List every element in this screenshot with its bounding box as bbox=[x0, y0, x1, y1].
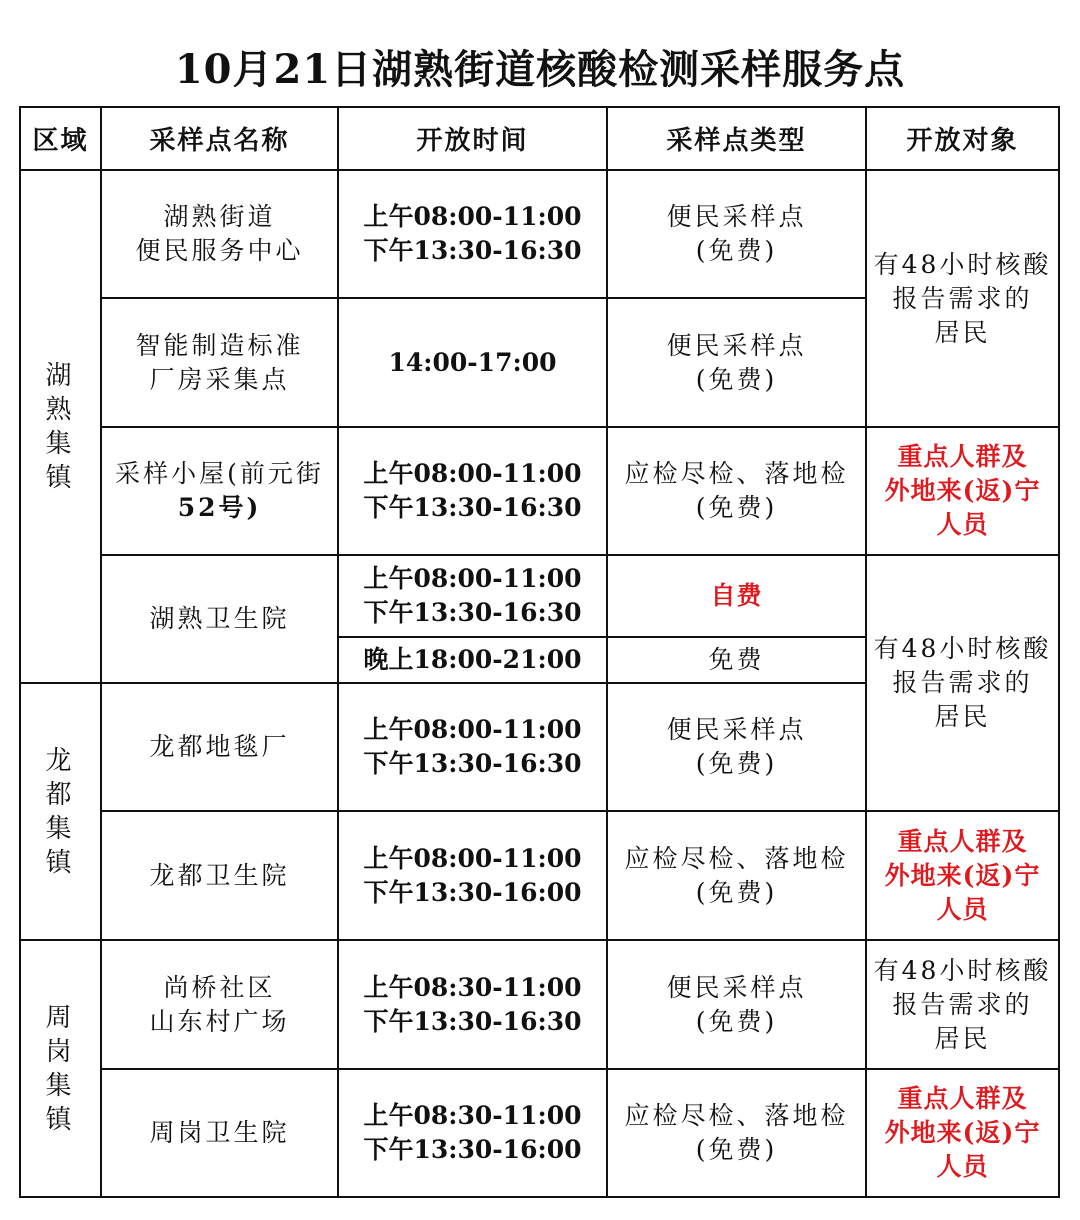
time-line: 下午13:30-16:00 bbox=[363, 1135, 582, 1164]
audience-line: 人员 bbox=[936, 510, 989, 539]
time-line: 上午08:00-11:00 bbox=[363, 202, 582, 231]
site-name-cell bbox=[101, 811, 338, 940]
audience-line: 外地来(返)宁 bbox=[884, 860, 1041, 890]
audience-line: 报告需求的 bbox=[892, 668, 1033, 697]
table-row bbox=[20, 170, 1059, 298]
type-line: 免费 bbox=[708, 645, 765, 674]
site-name-line: 厂房采集点 bbox=[149, 364, 290, 394]
open-time-cell bbox=[338, 170, 607, 298]
header-region: 区域 bbox=[20, 107, 101, 170]
site-type-cell bbox=[607, 1069, 866, 1197]
time-line: 下午13:30-16:30 bbox=[363, 1006, 582, 1036]
audience-line: 报告需求的 bbox=[892, 283, 1033, 313]
site-type-cell bbox=[607, 637, 866, 683]
region-label: 龙都集镇 bbox=[45, 745, 76, 878]
open-time-cell bbox=[338, 555, 607, 637]
audience-line: 外地来(返)宁 bbox=[884, 1118, 1041, 1147]
site-type-cell bbox=[607, 683, 866, 811]
sampling-points-table bbox=[19, 106, 1060, 1198]
type-line: 应检尽检、落地检 bbox=[624, 459, 849, 488]
region-cell bbox=[20, 170, 101, 683]
table-row bbox=[20, 1069, 1059, 1197]
type-line: 便民采样点 bbox=[666, 972, 807, 1002]
type-line: 应检尽检、落地检 bbox=[624, 1101, 849, 1130]
header-site-type: 采样点类型 bbox=[607, 107, 866, 170]
site-name-line: 智能制造标准 bbox=[135, 330, 304, 360]
table-row bbox=[20, 811, 1059, 940]
audience-cell bbox=[866, 170, 1059, 427]
time-line: 下午13:30-16:30 bbox=[363, 493, 582, 522]
table-row bbox=[20, 427, 1059, 555]
site-name-cell bbox=[101, 170, 338, 298]
header-site-name: 采样点名称 bbox=[101, 107, 338, 170]
type-line: (免费) bbox=[695, 1135, 778, 1164]
audience-line: 有48小时核酸 bbox=[873, 955, 1052, 985]
site-name-cell bbox=[101, 555, 338, 683]
type-line: (免费) bbox=[695, 749, 778, 778]
open-time-cell bbox=[338, 940, 607, 1069]
audience-line: 有48小时核酸 bbox=[873, 249, 1052, 279]
site-type-cell bbox=[607, 811, 866, 940]
type-line: (免费) bbox=[695, 493, 778, 522]
header-row bbox=[20, 107, 1059, 170]
open-time-cell bbox=[338, 683, 607, 811]
time-line: 上午08:00-11:00 bbox=[363, 564, 582, 593]
audience-cell bbox=[866, 555, 1059, 811]
time-line: 上午08:30-11:00 bbox=[363, 1101, 582, 1130]
open-time-cell bbox=[338, 811, 607, 940]
audience-cell bbox=[866, 1069, 1059, 1197]
audience-line: 居民 bbox=[934, 1023, 991, 1053]
region-label: 湖熟集镇 bbox=[45, 360, 76, 493]
time-line: 上午08:30-11:00 bbox=[363, 972, 582, 1002]
page-title: 10月21日湖熟街道核酸检测采样服务点 bbox=[174, 46, 906, 93]
audience-line: 有48小时核酸 bbox=[873, 634, 1052, 663]
site-name-cell bbox=[101, 683, 338, 811]
audience-line: 重点人群及 bbox=[897, 826, 1028, 856]
audience-line: 报告需求的 bbox=[892, 989, 1033, 1019]
site-name-line: 采样小屋(前元街 bbox=[115, 459, 324, 488]
site-name-line: 龙都地毯厂 bbox=[149, 732, 290, 761]
audience-line: 居民 bbox=[934, 702, 991, 731]
time-line: 上午08:00-11:00 bbox=[363, 459, 582, 488]
time-line: 上午08:00-11:00 bbox=[363, 715, 582, 744]
type-line: (免费) bbox=[695, 364, 778, 394]
region-label: 周岗集镇 bbox=[45, 1002, 76, 1135]
audience-line: 重点人群及 bbox=[897, 1084, 1028, 1113]
site-name-line: 尚桥社区 bbox=[163, 972, 276, 1002]
time-line: 下午13:30-16:30 bbox=[363, 236, 582, 265]
region-cell bbox=[20, 940, 101, 1197]
type-line: 便民采样点 bbox=[666, 715, 807, 744]
type-line: (免费) bbox=[695, 1006, 778, 1036]
audience-line: 重点人群及 bbox=[897, 442, 1028, 471]
audience-cell bbox=[866, 811, 1059, 940]
site-name-line: 山东村广场 bbox=[149, 1006, 290, 1036]
audience-cell bbox=[866, 940, 1059, 1069]
open-time-cell bbox=[338, 637, 607, 683]
time-line: 下午13:30-16:30 bbox=[363, 749, 582, 778]
open-time-cell bbox=[338, 298, 607, 427]
open-time-cell bbox=[338, 1069, 607, 1197]
audience-line: 人员 bbox=[936, 894, 989, 924]
audience-line: 居民 bbox=[934, 317, 991, 347]
site-type-cell bbox=[607, 427, 866, 555]
region-cell bbox=[20, 683, 101, 940]
type-line: 便民采样点 bbox=[666, 202, 807, 231]
site-name-line: 龙都卫生院 bbox=[149, 860, 290, 890]
audience-line: 人员 bbox=[936, 1152, 989, 1181]
audience-cell bbox=[866, 427, 1059, 555]
type-line: 应检尽检、落地检 bbox=[624, 843, 849, 873]
site-name-cell bbox=[101, 1069, 338, 1197]
header-audience: 开放对象 bbox=[866, 107, 1059, 170]
site-type-cell bbox=[607, 940, 866, 1069]
table-row bbox=[20, 940, 1059, 1069]
site-name-line: 周岗卫生院 bbox=[149, 1118, 290, 1147]
type-line: (免费) bbox=[695, 236, 778, 265]
type-line: (免费) bbox=[695, 877, 778, 907]
site-type-cell bbox=[607, 170, 866, 298]
time-line: 上午08:00-11:00 bbox=[363, 843, 582, 873]
site-name-cell bbox=[101, 940, 338, 1069]
audience-line: 外地来(返)宁 bbox=[884, 476, 1041, 505]
header-open-time: 开放时间 bbox=[338, 107, 607, 170]
site-name-cell bbox=[101, 298, 338, 427]
open-time-cell bbox=[338, 427, 607, 555]
type-line: 便民采样点 bbox=[666, 330, 807, 360]
site-name-line: 湖熟卫生院 bbox=[149, 604, 290, 633]
table-row bbox=[20, 555, 1059, 637]
time-line: 下午13:30-16:00 bbox=[363, 877, 582, 907]
site-name-line: 52号) bbox=[177, 493, 262, 522]
site-type-cell bbox=[607, 298, 866, 427]
site-name-cell bbox=[101, 427, 338, 555]
site-name-line: 便民服务中心 bbox=[135, 236, 304, 265]
type-line: 自费 bbox=[710, 581, 763, 610]
site-type-cell bbox=[607, 555, 866, 637]
site-name-line: 湖熟街道 bbox=[163, 202, 276, 231]
time-line: 晚上18:00-21:00 bbox=[363, 645, 582, 674]
time-line: 下午13:30-16:30 bbox=[363, 598, 582, 627]
time-line: 14:00-17:00 bbox=[388, 347, 557, 377]
